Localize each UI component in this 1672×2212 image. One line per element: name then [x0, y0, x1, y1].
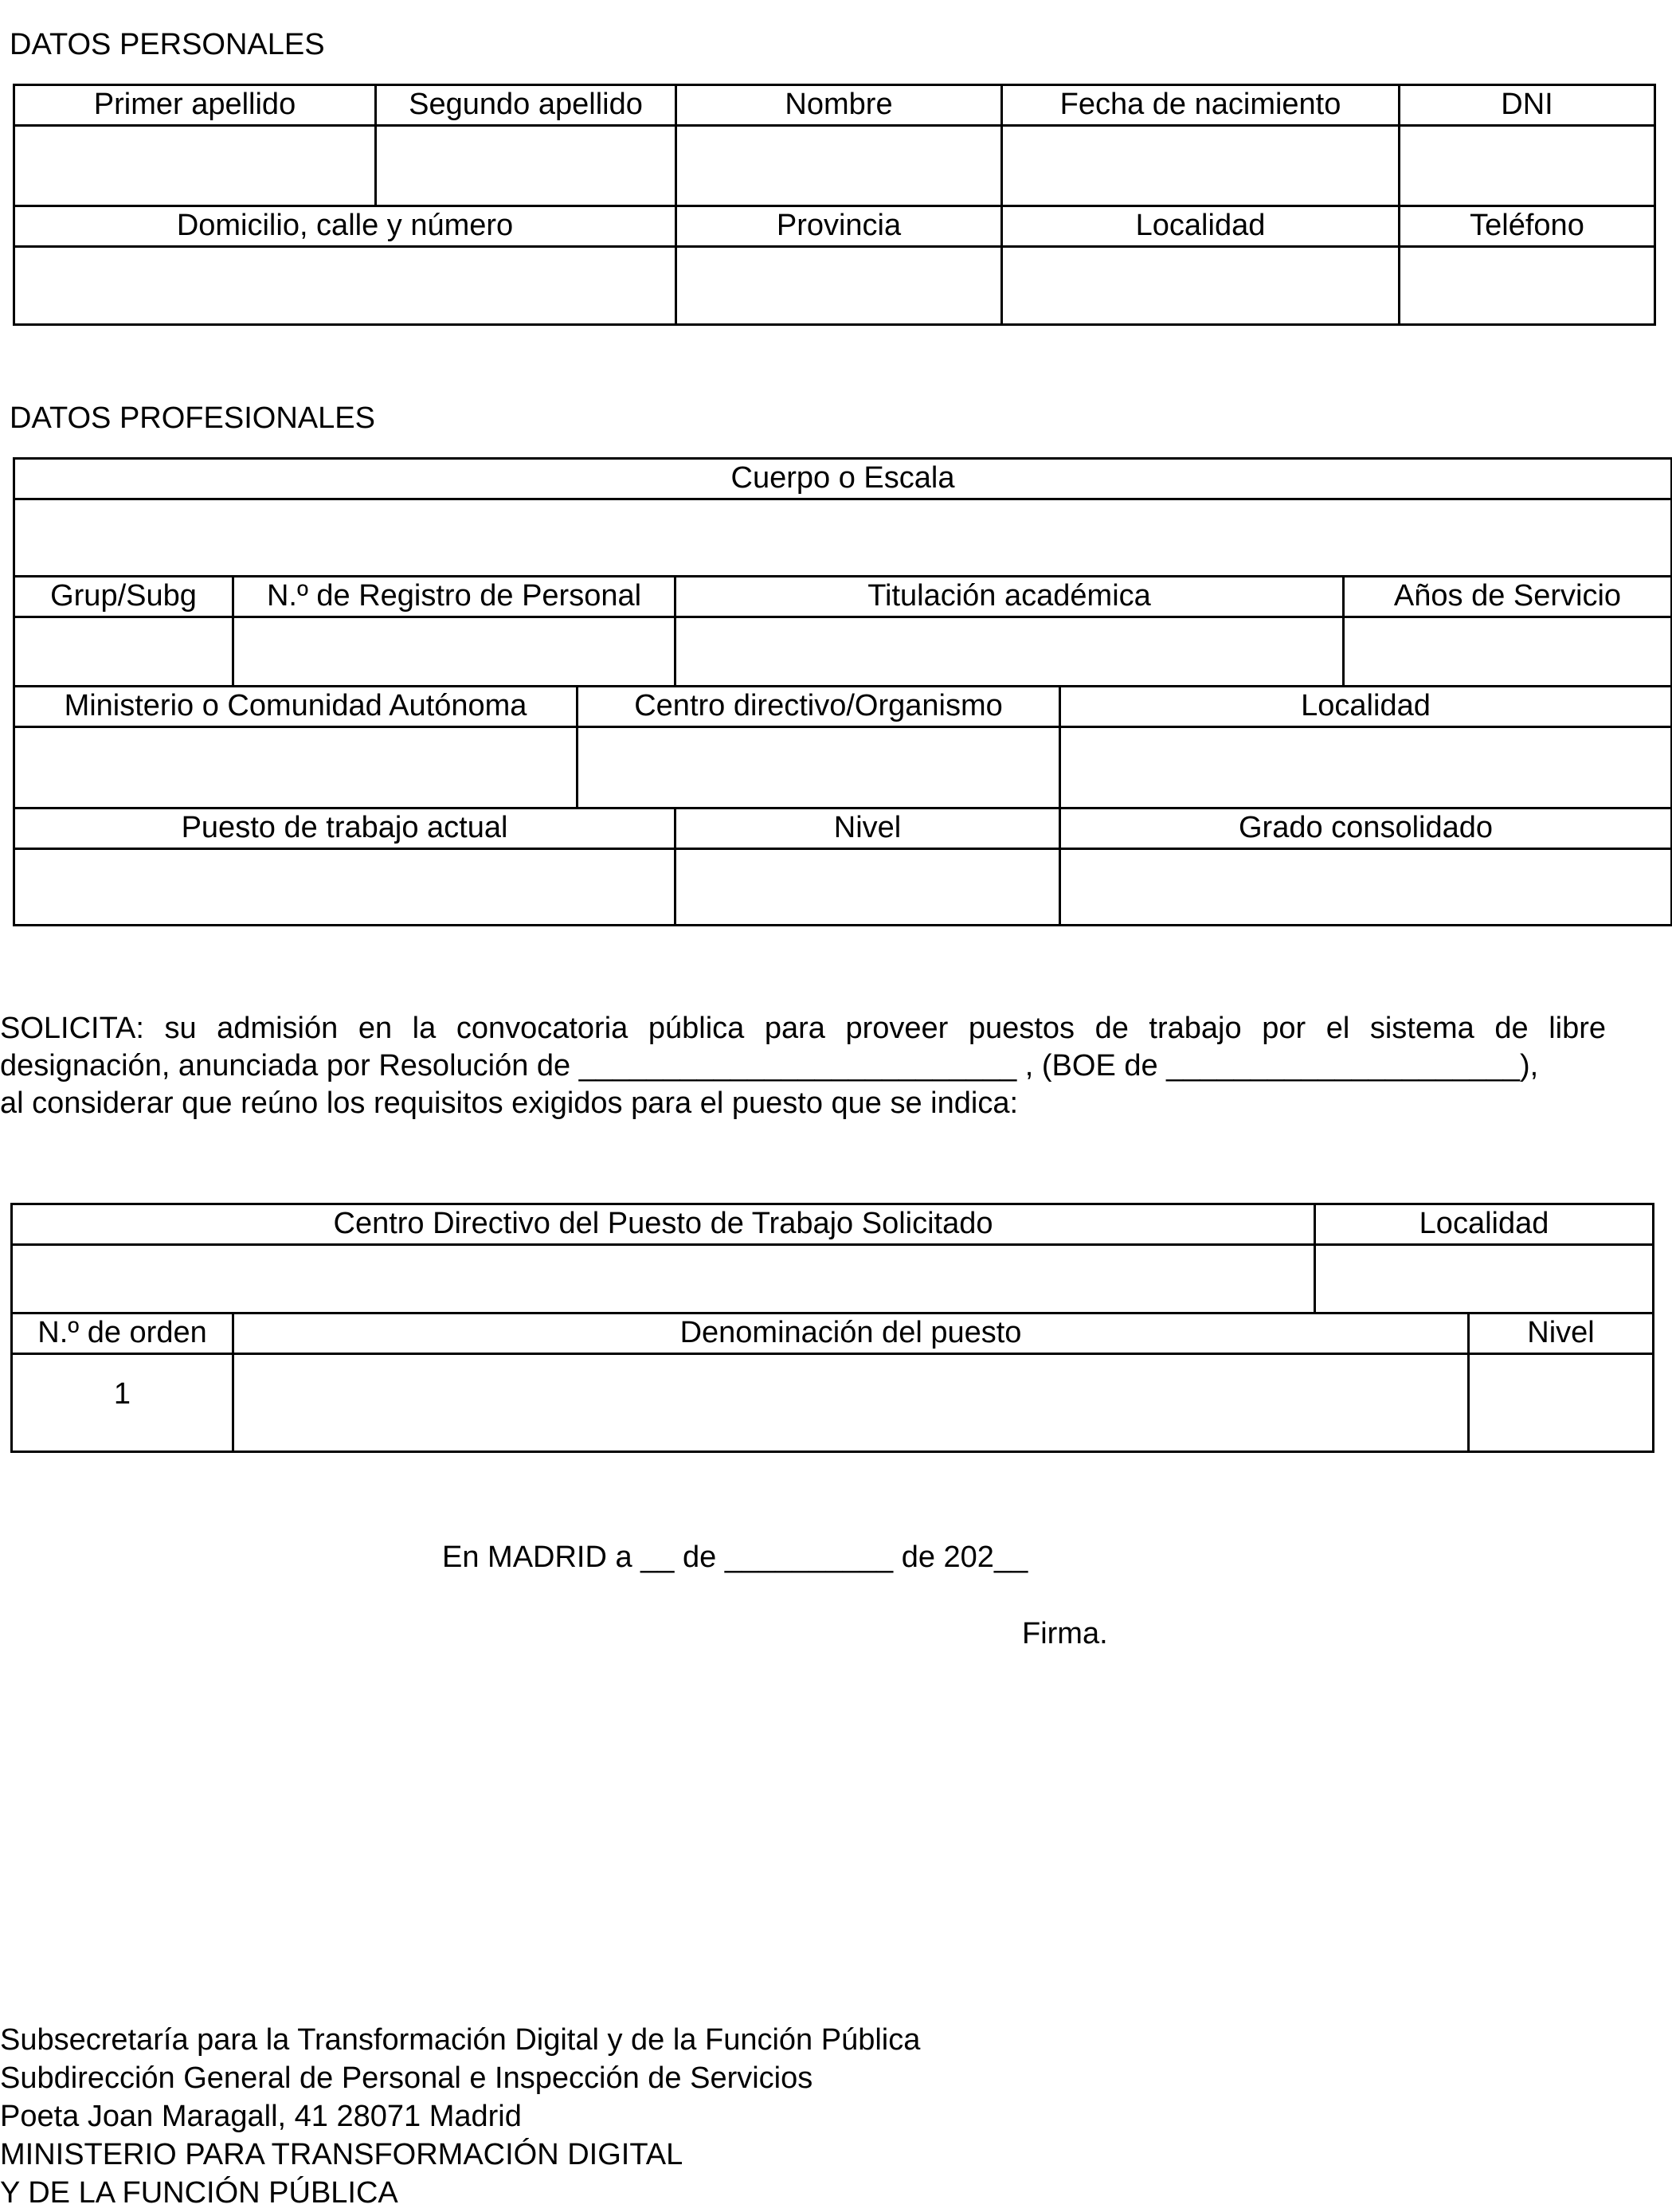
fecha-nacimiento-label: Fecha de nacimiento — [1002, 85, 1400, 126]
professional-input-row-2 — [14, 617, 1672, 687]
centro-directivo-field[interactable] — [578, 727, 1060, 808]
nivel-prof-label: Nivel — [675, 808, 1060, 849]
telefono-label: Teléfono — [1400, 206, 1655, 247]
grado-consolidado-label: Grado consolidado — [1060, 808, 1672, 849]
solicita-line-3: al considerar que reúno los requisitos exigidos para el puesto que se indica: — [0, 1086, 1019, 1120]
nombre-field[interactable] — [676, 126, 1002, 206]
primer-apellido-label: Primer apellido — [14, 85, 376, 126]
footer-line-5: Y DE LA FUNCIÓN PÚBLICA — [0, 2176, 398, 2210]
footer-line-4: MINISTERIO PARA TRANSFORMACIÓN DIGITAL — [0, 2138, 683, 2171]
cuerpo-input-row — [14, 499, 1672, 577]
centro-directivo-solicitado-label: Centro Directivo del Puesto de Trabajo Solicitado — [12, 1204, 1315, 1245]
localidad-prof-label: Localidad — [1060, 687, 1672, 727]
professional-header-row-3 — [14, 687, 1672, 727]
footer-line-3: Poeta Joan Maragall, 41 28071 Madrid — [0, 2100, 522, 2133]
personal-header-row-1 — [14, 85, 1655, 126]
professional-header-row-2 — [14, 577, 1672, 617]
footer-line-1: Subsecretaría para la Transformación Digital y de la Función Pública — [0, 2023, 921, 2057]
requested-header-row-1 — [12, 1204, 1654, 1245]
cuerpo-escala-label: Cuerpo o Escala — [14, 459, 1672, 499]
requested-input-row-2 — [12, 1354, 1654, 1452]
solicita-paragraph — [0, 1010, 1606, 1122]
grup-subg-field[interactable] — [14, 617, 233, 687]
personal-input-row-1 — [14, 126, 1655, 206]
ministerio-label: Ministerio o Comunidad Autónoma — [14, 687, 578, 727]
puesto-actual-field[interactable] — [14, 849, 675, 926]
segundo-apellido-field[interactable] — [376, 126, 676, 206]
signature-label: Firma. — [1022, 1617, 1108, 1650]
denominacion-puesto-label: Denominación del puesto — [233, 1313, 1469, 1354]
professional-input-row-4 — [14, 849, 1672, 926]
localidad-field[interactable] — [1002, 247, 1400, 325]
personal-header-row-2 — [14, 206, 1655, 247]
personal-input-row-2 — [14, 247, 1655, 325]
localidad-prof-field[interactable] — [1060, 727, 1672, 808]
professional-data-table — [13, 457, 1672, 926]
denominacion-puesto-field[interactable] — [233, 1354, 1469, 1452]
requested-input-row-1 — [12, 1245, 1654, 1313]
dni-label: DNI — [1400, 85, 1655, 126]
personal-data-table — [13, 84, 1656, 326]
primer-apellido-field[interactable] — [14, 126, 376, 206]
registro-personal-label: N.º de Registro de Personal — [233, 577, 675, 617]
cuerpo-header-row — [14, 459, 1672, 499]
telefono-field[interactable] — [1400, 247, 1655, 325]
localidad-solicitada-label: Localidad — [1315, 1204, 1654, 1245]
place-date-line: En MADRID a __ de __________ de 202__ — [442, 1541, 1028, 1574]
professional-header-row-4 — [14, 808, 1672, 849]
centro-directivo-label: Centro directivo/Organismo — [578, 687, 1060, 727]
nivel-prof-field[interactable] — [675, 849, 1060, 926]
requested-position-table — [10, 1203, 1654, 1453]
grado-consolidado-field[interactable] — [1060, 849, 1672, 926]
solicita-line-1: SOLICITA: su admisión en la convocatoria pública para proveer puestos de trabajo por el sistema de libre — [0, 1012, 1606, 1045]
domicilio-field[interactable] — [14, 247, 676, 325]
anos-servicio-label: Años de Servicio — [1344, 577, 1672, 617]
nivel-solicitado-label: Nivel — [1469, 1313, 1654, 1354]
puesto-actual-label: Puesto de trabajo actual — [14, 808, 675, 849]
titulacion-label: Titulación académica — [675, 577, 1344, 617]
requested-header-row-2 — [12, 1313, 1654, 1354]
grup-subg-label: Grup/Subg — [14, 577, 233, 617]
cuerpo-escala-field[interactable] — [14, 499, 1672, 577]
personal-data-heading: DATOS PERSONALES — [10, 28, 325, 61]
numero-orden-label: N.º de orden — [12, 1313, 233, 1354]
titulacion-field[interactable] — [675, 617, 1344, 687]
solicita-line-2: designación, anunciada por Resolución de __________________________ , (BOE de _____________________), — [0, 1049, 1539, 1083]
professional-data-heading: DATOS PROFESIONALES — [10, 401, 375, 435]
dni-field[interactable] — [1400, 126, 1655, 206]
nivel-solicitado-field[interactable] — [1469, 1354, 1654, 1452]
segundo-apellido-label: Segundo apellido — [376, 85, 676, 126]
numero-orden-value: 1 — [12, 1354, 233, 1452]
localidad-label: Localidad — [1002, 206, 1400, 247]
footer-address — [0, 2021, 920, 2212]
centro-directivo-solicitado-field[interactable] — [12, 1245, 1315, 1313]
provincia-field[interactable] — [676, 247, 1002, 325]
domicilio-label: Domicilio, calle y número — [14, 206, 676, 247]
fecha-nacimiento-field[interactable] — [1002, 126, 1400, 206]
ministerio-field[interactable] — [14, 727, 578, 808]
anos-servicio-field[interactable] — [1344, 617, 1672, 687]
localidad-solicitada-field[interactable] — [1315, 1245, 1654, 1313]
professional-input-row-3 — [14, 727, 1672, 808]
nombre-label: Nombre — [676, 85, 1002, 126]
provincia-label: Provincia — [676, 206, 1002, 247]
footer-line-2: Subdirección General de Personal e Inspección de Servicios — [0, 2061, 813, 2095]
registro-personal-field[interactable] — [233, 617, 675, 687]
